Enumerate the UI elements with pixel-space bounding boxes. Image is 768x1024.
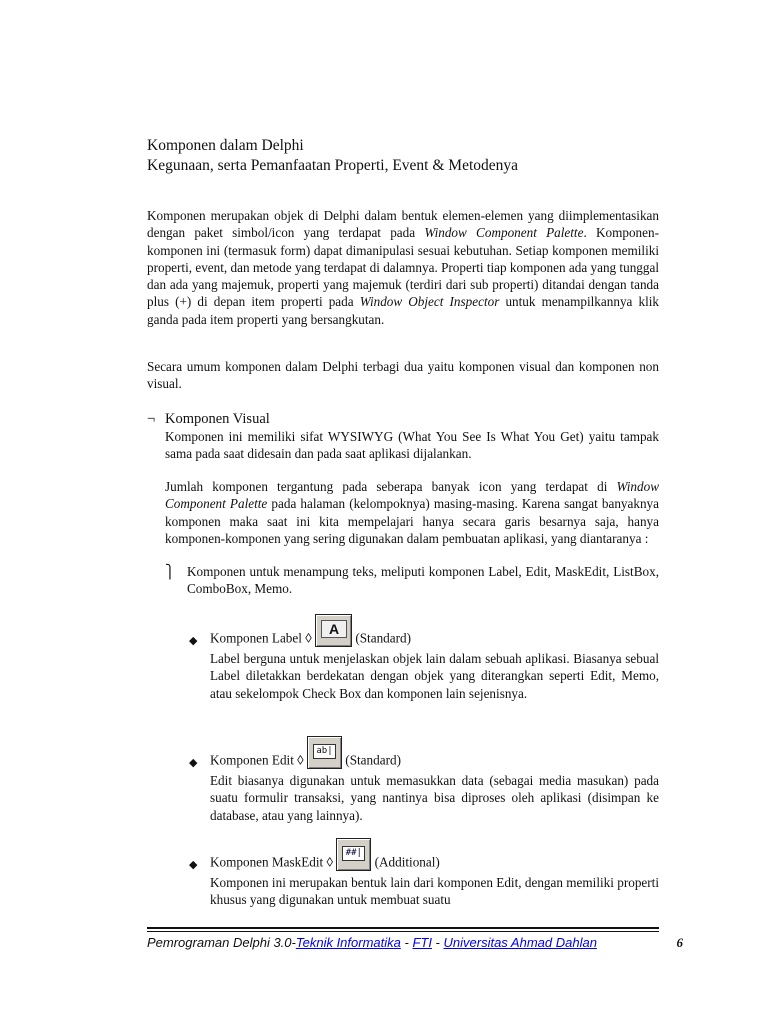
label-icon	[315, 614, 352, 647]
component-maskedit-description: Komponen ini merupakan bentuk lain dari komponen Edit, dengan memiliki properti khusus yang digunakan untuk membuat suatu	[210, 875, 659, 908]
component-label-name: Komponen Label ◊	[210, 630, 312, 646]
component-label-description: Label berguna untuk menjelaskan objek lain dalam sebuah aplikasi. Biasanya sebual Label diletakkan berdekatan dengan objek yang diterangkan seperti Edit, Memo, atau sekelompok Check Box dan komponen lain sejenisnya.	[210, 651, 659, 701]
intro-text-2: . Komponen-komponen ini (termasuk form) dapat dimanipulasi sesuai kebutuhan. Setiap komponen memiliki properti, event, dan metode yang terdapat di dalamnya. Properti tiap komponen ada yang tunggal dan ada yang majemuk, properti yang majemuk (terdiri dari sub properti) ditandai dengan tanda plus (+) di depan item properti pada	[147, 225, 659, 310]
page-footer	[147, 934, 683, 952]
component-edit-description: Edit biasanya digunakan untuk memasukkan data (sebagai media masukan) pada suatu formulir transaksi, yang nantinya bisa diproses oleh aplikasi (disimpan ke database, atau yang lainnya).	[210, 773, 659, 823]
diamond-bullet-icon: ◆	[189, 859, 198, 871]
diamond-bullet-icon: ◆	[189, 757, 198, 769]
section-visual-heading	[147, 410, 270, 428]
diamond-bullet-icon: ◆	[189, 635, 198, 647]
label-icon-glyph: A	[321, 620, 347, 638]
maskedit-icon-glyph: ##|	[342, 846, 365, 861]
intro-paragraph	[147, 207, 659, 328]
sublist-item	[165, 563, 659, 598]
edit-icon	[307, 736, 342, 769]
component-edit-page: (Standard)	[345, 752, 401, 768]
section-p2-emphasis: Window Component Palette	[165, 479, 659, 512]
footer-prefix: Pemrograman Delphi 3.0-	[147, 935, 296, 950]
footer-link-teknik-informatika[interactable]: Teknik Informatika	[295, 935, 401, 950]
section-title: Komponen Visual	[165, 411, 270, 427]
intro-text-1: Komponen merupakan objek di Delphi dalam bentuk elemen-elemen yang diimplementasikan dengan paket simbol/icon yang terdapat pada	[147, 208, 659, 241]
intro-emphasis-inspector: Window Object Inspector	[359, 294, 500, 310]
sublist-text: Komponen untuk menampung teks, meliputi komponen Label, Edit, MaskEdit, ListBox, ComboBox, Memo.	[187, 564, 659, 597]
component-label-page: (Standard)	[355, 630, 411, 646]
edit-icon-glyph: ab|	[313, 744, 336, 759]
component-maskedit-name: Komponen MaskEdit ◊	[210, 854, 333, 870]
section-paragraph-1: Komponen ini memiliki sifat WYSIWYG (What You See Is What You Get) yaitu tampak sama pada saat didesain dan pada saat aplikasi dijalankan.	[165, 429, 659, 462]
section-p2-text-2: pada halaman (kelompoknya) masing-masing. Karena sangat banyaknya komponen maka saat ini kita mempelajari hanya secara garis besarnya saja, hanya komponen-komponen yang sering digunakan dalam pembuatan aplikasi, yang diantaranya :	[165, 496, 660, 546]
section-bullet-icon: ¬	[147, 411, 156, 427]
footer-separator: -	[431, 935, 444, 950]
page-number: 6	[676, 935, 683, 950]
summary-paragraph: Secara umum komponen dalam Delphi terbagi dua yaitu komponen visual dan komponen non visual.	[147, 359, 659, 392]
footer-link-uad[interactable]: Universitas Ahmad Dahlan	[443, 935, 597, 950]
heading-title: Komponen dalam Delphi	[147, 137, 304, 154]
footer-divider	[147, 927, 659, 929]
component-maskedit-page: (Additional)	[374, 854, 440, 870]
page-heading	[147, 136, 518, 176]
footer-separator: -	[400, 935, 413, 950]
section-paragraph-2	[165, 478, 659, 547]
footer-divider-thin	[147, 931, 659, 932]
intro-emphasis-palette: Window Component Palette	[424, 225, 584, 241]
component-edit-name: Komponen Edit ◊	[210, 752, 304, 768]
heading-subtitle: Kegunaan, serta Pemanfaatan Properti, Event & Metodenya	[147, 157, 519, 174]
intro-text-3: untuk menampilkannya klik ganda pada item properti yang bersangkutan.	[147, 294, 659, 327]
component-label-header	[210, 614, 411, 647]
maskedit-icon	[336, 838, 371, 871]
section-p2-text-1: Jumlah komponen tergantung pada seberapa banyak icon yang terdapat di	[165, 479, 617, 494]
component-edit-header	[210, 736, 401, 769]
component-maskedit-header	[210, 838, 440, 871]
sublist-bullet-icon: ⎫	[165, 564, 175, 579]
footer-link-fti[interactable]: FTI	[412, 935, 432, 950]
